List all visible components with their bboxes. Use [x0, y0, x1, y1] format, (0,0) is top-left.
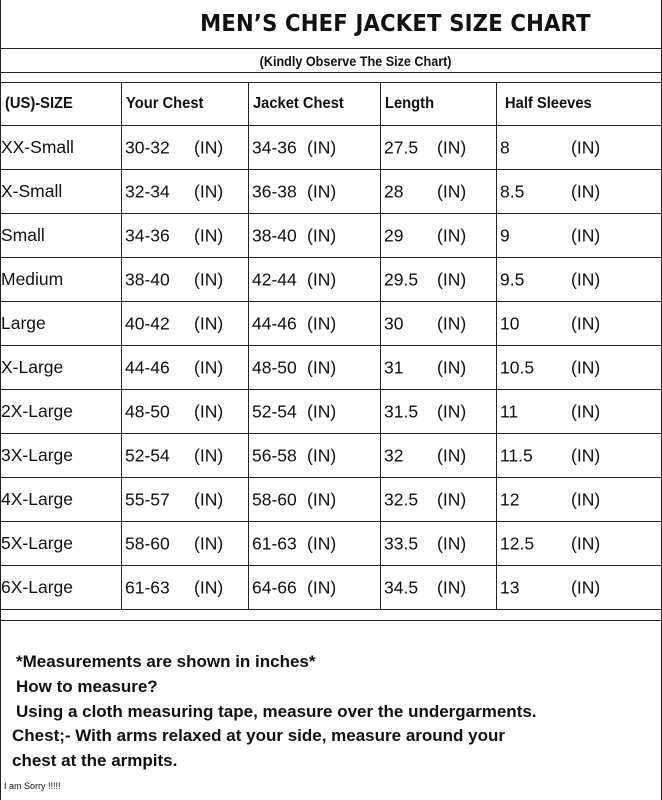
size-label: XX-Small [1, 126, 122, 170]
cell-chest [122, 214, 249, 258]
cell-unit: (IN) [437, 445, 467, 465]
cell-jacket [249, 170, 381, 214]
cell-sleeve [497, 126, 662, 170]
cell-unit: (IN) [437, 181, 467, 201]
cell-length [381, 302, 497, 346]
cell-value: 48-50 [252, 357, 297, 377]
cell-length [381, 522, 497, 566]
size-table-body [1, 126, 662, 610]
cell-length [381, 346, 497, 390]
cell-unit: (IN) [194, 577, 224, 597]
cell-length [381, 170, 497, 214]
table-row [1, 566, 662, 610]
cell-unit: (IN) [194, 225, 224, 245]
cell-length [381, 126, 497, 170]
table-row [1, 478, 662, 522]
table-row [1, 434, 662, 478]
cell-value: 34-36 [252, 137, 297, 157]
cell-sleeve [497, 302, 662, 346]
cell-value: 11 [500, 401, 519, 421]
cell-value: 44-46 [125, 357, 170, 377]
cell-unit: (IN) [571, 357, 601, 377]
note-tape: Using a cloth measuring tape, measure over the undergarments. [16, 702, 537, 721]
measurement-notes [0, 620, 662, 800]
cell-unit: (IN) [571, 137, 601, 157]
cell-length [381, 258, 497, 302]
cell-sleeve [497, 434, 662, 478]
cell-value: 40-42 [125, 313, 170, 333]
cell-value: 13 [500, 577, 520, 597]
cell-unit: (IN) [437, 269, 467, 289]
cell-unit: (IN) [307, 489, 337, 509]
cell-value: 42-44 [252, 269, 297, 289]
cell-unit: (IN) [307, 313, 337, 333]
cell-value: 44-46 [252, 313, 297, 333]
cell-unit: (IN) [437, 313, 467, 333]
cell-jacket [249, 258, 381, 302]
cell-value: 34-36 [125, 225, 170, 245]
table-row [1, 170, 662, 214]
cell-unit: (IN) [571, 445, 601, 465]
cell-value: 61-63 [125, 577, 170, 597]
cell-value: 29 [384, 225, 404, 245]
cell-unit: (IN) [571, 577, 601, 597]
chart-subtitle: (Kindly Observe The Size Chart) [260, 52, 452, 69]
cell-chest [122, 478, 249, 522]
cell-unit: (IN) [194, 357, 224, 377]
size-label: X-Small [1, 170, 122, 214]
cell-unit: (IN) [307, 577, 337, 597]
size-label: 6X-Large [1, 566, 122, 610]
cell-jacket [249, 478, 381, 522]
size-label: Large [1, 302, 122, 346]
cell-value: 28 [384, 181, 404, 201]
cell-length [381, 390, 497, 434]
cell-unit: (IN) [571, 225, 601, 245]
cell-jacket [249, 522, 381, 566]
cell-value: 12.5 [500, 533, 535, 553]
size-label: 5X-Large [1, 522, 122, 566]
cell-jacket [249, 302, 381, 346]
cell-value: 30-32 [125, 137, 170, 157]
table-row [1, 522, 662, 566]
cell-unit: (IN) [307, 269, 337, 289]
chart-title: MEN’S CHEF JACKET SIZE CHART [200, 11, 591, 37]
subtitle-bar [0, 48, 662, 73]
note-chest-cont: chest at the armpits. [12, 751, 178, 770]
cell-value: 8 [500, 137, 510, 157]
cell-length [381, 478, 497, 522]
cell-value: 52-54 [252, 401, 297, 421]
cell-sleeve [497, 390, 662, 434]
cell-chest [122, 346, 249, 390]
cell-unit: (IN) [571, 313, 601, 333]
note-chest: Chest;- With arms relaxed at your side, measure around your [12, 726, 505, 745]
cell-chest [122, 258, 249, 302]
cell-unit: (IN) [437, 577, 467, 597]
cell-value: 52-54 [125, 445, 170, 465]
cell-unit: (IN) [194, 181, 224, 201]
cell-sleeve [497, 478, 662, 522]
table-header-row [1, 83, 662, 126]
cell-value: 31.5 [384, 401, 419, 421]
cell-unit: (IN) [437, 357, 467, 377]
cell-value: 34.5 [384, 577, 419, 597]
cell-value: 55-57 [125, 489, 170, 509]
cell-length [381, 214, 497, 258]
cell-unit: (IN) [571, 489, 601, 509]
cell-value: 33.5 [384, 533, 419, 553]
cell-value: 31 [384, 357, 404, 377]
cell-value: 8.5 [500, 181, 525, 201]
cell-unit: (IN) [194, 489, 224, 509]
cell-chest [122, 522, 249, 566]
cell-unit: (IN) [437, 137, 467, 157]
cell-value: 9 [500, 225, 510, 245]
size-label: Medium [1, 258, 122, 302]
table-row [1, 346, 662, 390]
header-half-sleeves: Half Sleeves [497, 83, 662, 126]
cell-value: 11.5 [500, 445, 533, 465]
cell-unit: (IN) [437, 401, 467, 421]
cell-value: 58-60 [252, 489, 297, 509]
cell-unit: (IN) [307, 401, 337, 421]
cell-unit: (IN) [307, 181, 337, 201]
table-row [1, 214, 662, 258]
cell-value: 10.5 [500, 357, 535, 377]
note-how-to-measure: How to measure? [16, 677, 158, 696]
header-us-size: (US)-SIZE [1, 83, 122, 126]
size-label: X-Large [1, 346, 122, 390]
cell-jacket [249, 214, 381, 258]
cell-value: 12 [500, 489, 520, 509]
cell-jacket [249, 346, 381, 390]
size-label: Small [1, 214, 122, 258]
cell-sleeve [497, 170, 662, 214]
cell-value: 64-66 [252, 577, 297, 597]
cell-chest [122, 390, 249, 434]
note-inches: *Measurements are shown in inches* [16, 652, 316, 671]
cell-unit: (IN) [307, 533, 337, 553]
table-row [1, 302, 662, 346]
cell-value: 56-58 [252, 445, 297, 465]
cell-value: 27.5 [384, 137, 419, 157]
header-length: Length [381, 83, 497, 126]
cell-jacket [249, 434, 381, 478]
header-your-chest: Your Chest [122, 83, 249, 126]
cell-value: 9.5 [500, 269, 525, 289]
cell-unit: (IN) [437, 533, 467, 553]
footnote: I am Sorry !!!!! [4, 781, 61, 791]
cell-sleeve [497, 346, 662, 390]
cell-sleeve [497, 566, 662, 610]
cell-unit: (IN) [437, 489, 467, 509]
cell-sleeve [497, 522, 662, 566]
size-label: 4X-Large [1, 478, 122, 522]
cell-jacket [249, 126, 381, 170]
cell-length [381, 434, 497, 478]
cell-value: 38-40 [125, 269, 170, 289]
cell-value: 32-34 [125, 181, 170, 201]
cell-value: 48-50 [125, 401, 170, 421]
cell-unit: (IN) [194, 137, 224, 157]
table-row [1, 126, 662, 170]
cell-unit: (IN) [571, 401, 601, 421]
cell-value: 32 [384, 445, 404, 465]
cell-jacket [249, 566, 381, 610]
cell-jacket [249, 390, 381, 434]
cell-chest [122, 126, 249, 170]
cell-unit: (IN) [571, 181, 601, 201]
cell-value: 30 [384, 313, 404, 333]
table-row [1, 390, 662, 434]
cell-value: 10 [500, 313, 520, 333]
cell-sleeve [497, 214, 662, 258]
cell-unit: (IN) [194, 533, 224, 553]
size-label: 3X-Large [1, 434, 122, 478]
cell-chest [122, 566, 249, 610]
cell-unit: (IN) [571, 533, 601, 553]
cell-unit: (IN) [194, 269, 224, 289]
cell-unit: (IN) [194, 445, 224, 465]
cell-value: 58-60 [125, 533, 170, 553]
cell-chest [122, 302, 249, 346]
cell-unit: (IN) [571, 269, 601, 289]
cell-unit: (IN) [307, 225, 337, 245]
cell-unit: (IN) [307, 445, 337, 465]
cell-sleeve [497, 258, 662, 302]
cell-value: 29.5 [384, 269, 419, 289]
cell-value: 61-63 [252, 533, 297, 553]
table-row [1, 258, 662, 302]
size-label: 2X-Large [1, 390, 122, 434]
cell-unit: (IN) [194, 401, 224, 421]
cell-value: 36-38 [252, 181, 297, 201]
size-table [0, 82, 662, 610]
cell-value: 32.5 [384, 489, 419, 509]
cell-unit: (IN) [194, 313, 224, 333]
cell-chest [122, 170, 249, 214]
cell-length [381, 566, 497, 610]
cell-unit: (IN) [307, 137, 337, 157]
cell-chest [122, 434, 249, 478]
cell-unit: (IN) [307, 357, 337, 377]
cell-unit: (IN) [437, 225, 467, 245]
header-jacket-chest: Jacket Chest [249, 83, 381, 126]
cell-value: 38-40 [252, 225, 297, 245]
